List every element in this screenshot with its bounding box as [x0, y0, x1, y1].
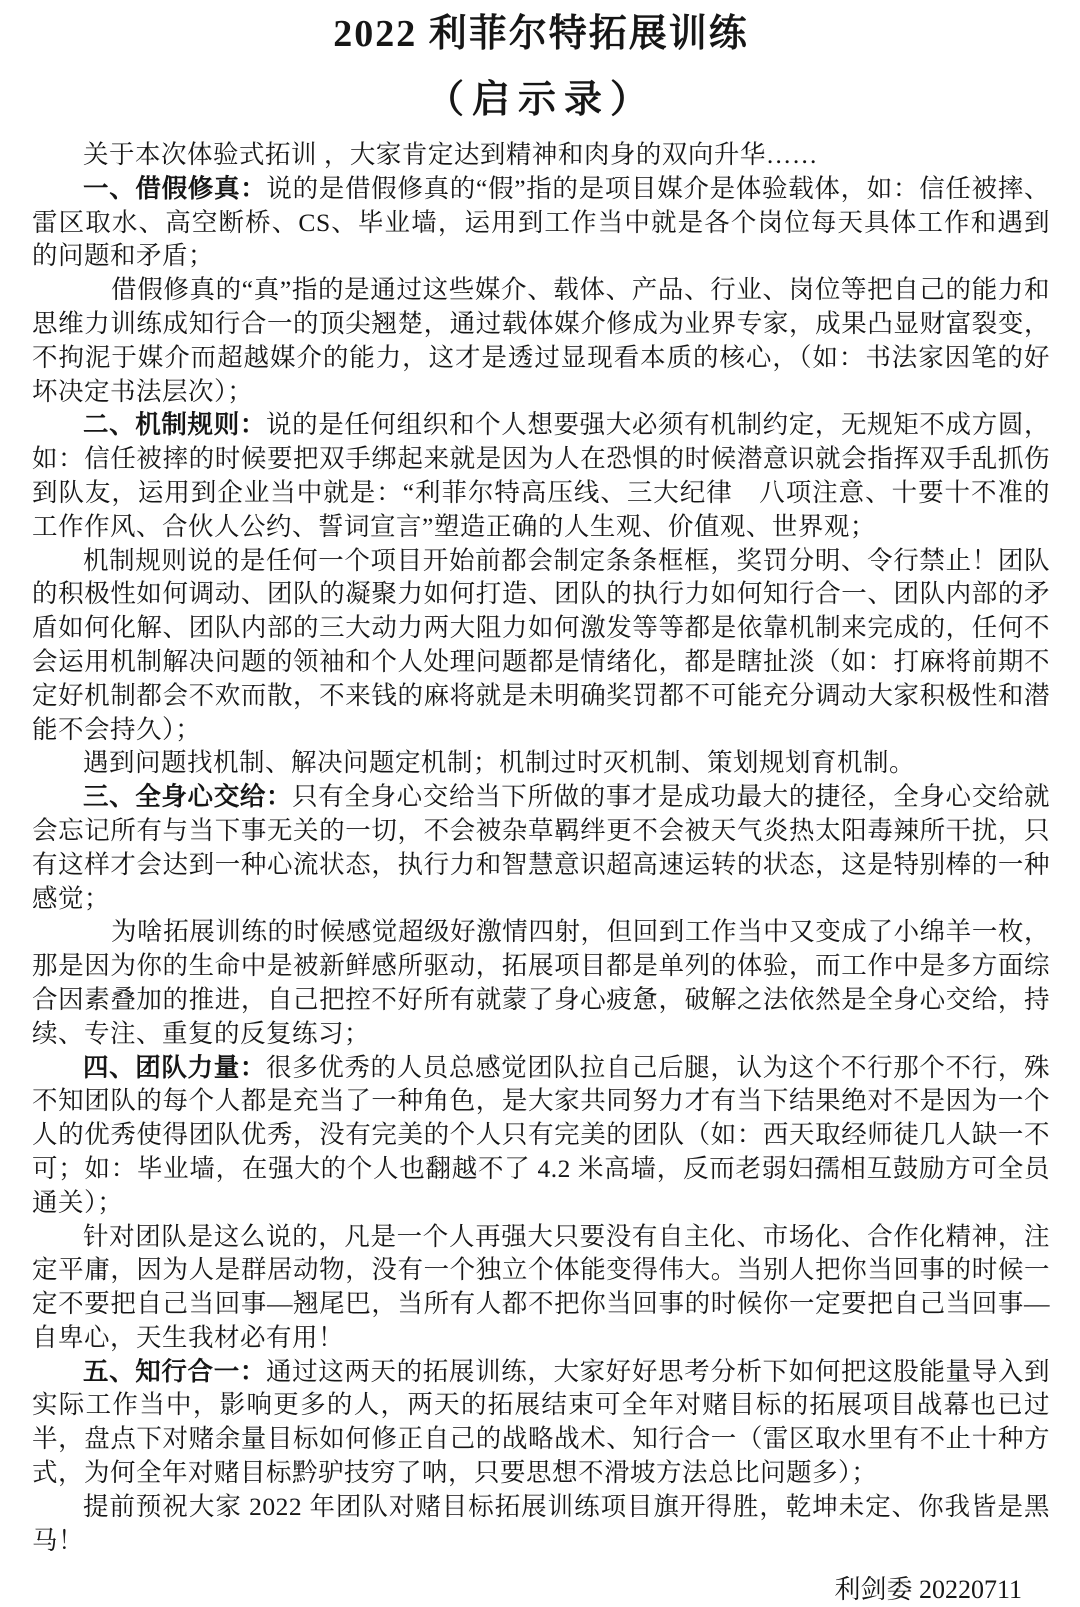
paragraph-text: 说的是借假修真的“假”指的是项目媒介是体验载体，如：信任被摔、雷区取水、高空断桥、CS、毕业墙，运用到工作当中就是各个岗位每天具体工作和遇到的问题和矛盾；: [32, 173, 1050, 271]
section-heading-5: 五、知行合一：: [83, 1356, 266, 1386]
paragraph-text: 只有全身心交给当下所做的事才是成功最大的捷径，全身心交给就会忘记所有与当下事无关的一切，不会被杂草羁绊更不会被天气炎热太阳毒辣所干扰，只有这样才会达到一种心流状态，执行力和智慧意识超高速运转的状态，这是特别棒的一种感觉；: [32, 782, 1050, 913]
paragraph-jiejia-xiuzhen: [32, 172, 1050, 273]
paragraph-text: 关于本次体验式拓训 ，大家肯定达到精神和肉身的双向升华……: [83, 140, 818, 169]
section-heading-2: 二、机制规则：: [83, 410, 266, 440]
paragraph-jizhi-guize-2: [32, 544, 1050, 747]
paragraph-text: 提前预祝大家 2022 年团队对赌目标拓展训练项目旗开得胜，乾坤未定、你我皆是黑马！: [32, 1491, 1050, 1555]
paragraph-text: 很多优秀的人员总感觉团队拉自己后腿，认为这个不行那个不行，殊不知团队的每个人都是充当了一种角色，是大家共同努力才有当下结果绝对不是因为一个人的优秀使得团队优秀，没有完美的个人只有完美的团队（如：西天取经师徒几人缺一不可；如：毕业墙，在强大的个人也翻越不了 4.2 米高墙，反而老弱妇孺相互鼓励方可全员通关）；: [32, 1052, 1050, 1217]
document-subtitle: （启示录）: [425, 79, 656, 121]
paragraph-text: 说的是任何组织和个人想要强大必须有机制约定，无规矩不成方圆，如：信任被摔的时候要把双手绑起来就是因为人在恐惧的时候潜意识就会指挥双手乱抓伤到队友，运用到企业当中就是：“利菲尔特高压线、三大纪律 八项注意、十要十不准的工作作风、合伙人公约、誓词宣言”塑造正确的人生观、价值观、世界观；: [32, 410, 1050, 541]
paragraph-text: 机制规则说的是任何一个项目开始前都会制定条条框框，奖罚分明、令行禁止！团队的积极性如何调动、团队的凝聚力如何打造、团队的执行力如何知行合一、团队内部的矛盾如何化解、团队内部的三大动力两大阻力如何激发等等都是依靠机制来完成的，任何不会运用机制解决问题的领袖和个人处理问题都是情绪化，都是瞎扯淡（如：打麻将前期不定好机制都会不欢而散，不来钱的麻将就是未明确奖罚都不可能充分调动大家积极性和潜能不会持久）；: [32, 545, 1050, 744]
paragraph-tuandui-liliang-2: [32, 1220, 1050, 1355]
document-title: 2022 利菲尔特拓展训练: [333, 13, 749, 55]
paragraph-text: 通过这两天的拓展训练，大家好好思考分析下如何把这股能量导入到实际工作当中，影响更多的人，两天的拓展结束可全年对赌目标的拓展项目战幕也已过半，盘点下对赌余量目标如何修正自己的战略战术、知行合一（雷区取水里有不止十种方式，为何全年对赌目标黔驴技穷了呐，只要思想不滑坡方法总比问题多）；: [32, 1356, 1050, 1488]
section-heading-4: 四、团队力量：: [83, 1052, 266, 1082]
intro-paragraph: [32, 138, 1050, 172]
document-body: [32, 138, 1050, 1557]
paragraph-text: 为啥拓展训练的时候感觉超级好激情四射，但回到工作当中又变成了小绵羊一枚，那是因为你的生命中是被新鲜感所驱动，拓展项目都是单列的体验，而工作中是多方面综合因素叠加的推进，自己把控不好所有就蒙了身心疲惫，破解之法依然是全身心交给，持续、专注、重复的反复练习；: [32, 917, 1050, 1048]
paragraph-jizhi-guize-3: [32, 746, 1050, 780]
paragraph-zhixing-heyi: [32, 1355, 1050, 1490]
paragraph-quanshenxin-jiaogei-2: [32, 915, 1050, 1050]
paragraph-jizhi-guize: [32, 408, 1050, 543]
paragraph-text: 借假修真的“真”指的是通过这些媒介、载体、产品、行业、岗位等把自己的能力和思维力训练成知行合一的顶尖翘楚，通过载体媒介修成为业界专家，成果凸显财富裂变，不拘泥于媒介而超越媒介的能力，这才是透过显现看本质的核心，（如：书法家因笔的好坏决定书法层次）；: [32, 275, 1050, 406]
paragraph-quanshenxin-jiaogei: [32, 780, 1050, 915]
section-heading-1: 一、借假修真：: [83, 173, 267, 203]
paragraph-text: 遇到问题找机制、解决问题定机制；机制过时灭机制、策划规划育机制。: [83, 748, 916, 778]
signature: 利剑委 20220711: [834, 1575, 1022, 1605]
paragraph-jiejia-xiuzhen-2: [32, 273, 1050, 408]
paragraph-closing: [32, 1490, 1050, 1558]
paragraph-text: 针对团队是这么说的，凡是一个人再强大只要没有自主化、市场化、合作化精神，注定平庸，因为人是群居动物，没有一个独立个体能变得伟大。当别人把你当回事的时候一定不要把自己当回事—翘尾巴，当所有人都不把你当回事的时候你一定要把自己当回事—自卑心，天生我材必有用！: [32, 1221, 1050, 1352]
section-heading-3: 三、全身心交给：: [83, 782, 293, 812]
paragraph-tuandui-liliang: [32, 1051, 1050, 1220]
